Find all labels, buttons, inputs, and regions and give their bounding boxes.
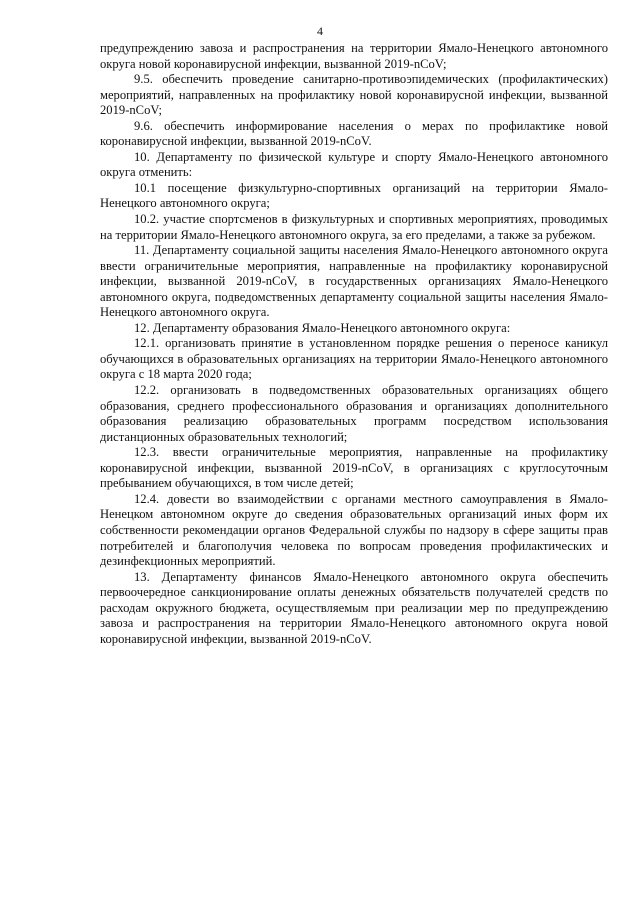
- paragraph-13: 13. Департаменту финансов Ямало-Ненецкого автономного округа обеспечить первоочередное санкционирование оплаты денежных обязательств получателей средств по расходам окружного бюджета, осуществляемым при реализации мер по предупреждению завоза и распространения на территории Ямало-Ненецкого автономного округа новой коронавирусной инфекции, вызванной 2019-nCoV.: [100, 569, 608, 646]
- paragraph-12-4: 12.4. довести во взаимодействии с органами местного самоуправления в Ямало-Ненецком автономном округе до сведения образовательных организаций иных форм их собственности рекомендации органов Федеральной службы по надзору в сфере защиты прав потребителей и благополучия человека по вопросам проведения профилактических и дезинфекционных мероприятий.: [100, 491, 608, 569]
- page-number: 4: [317, 24, 323, 38]
- paragraph-9-6: 9.6. обеспечить информирование населения о мерах по профилактике новой коронавирусной инфекции, вызванной 2019-nCoV.: [100, 118, 608, 149]
- paragraph-12-1: 12.1. организовать принятие в установленном порядке решения о переносе каникул обучающихся в образовательных организациях на территории Ямало-Ненецкого автономного округа с 18 марта 2020 года;: [100, 336, 608, 382]
- paragraph-10-2: 10.2. участие спортсменов в физкультурных и спортивных мероприятиях, проводимых на территории Ямало-Ненецкого автономного округа, за его пределами, а также за рубежом.: [100, 212, 608, 242]
- paragraph-12: 12. Департаменту образования Ямало-Ненецкого автономного округа:: [134, 320, 511, 335]
- paragraph-12-2: 12.2. организовать в подведомственных образовательных организациях общего образования, среднего профессионального образования и организациях дополнительного образования реализацию образовательных программ посредством использования дистанционных образовательных технологий;: [100, 383, 608, 444]
- paragraph-11: 11. Департаменту социальной защиты населения Ямало-Ненецкого автономного округа ввести ограничительные мероприятия, направленные на профилактику коронавирусной инфекции, вызванной 2019-nCoV, в государственных организациях Ямало-Ненецкого автономного округа, подведомственных департаменту социальной защиты населения Ямало-Ненецкого автономного округа.: [100, 243, 608, 320]
- paragraph-10: 10. Департаменту по физической культуре и спорту Ямало-Ненецкого автономного округа отменить:: [100, 149, 608, 180]
- paragraph-9-4-continuation: предупреждению завоза и распространения на территории Ямало-Ненецкого автономного округа новой коронавирусной инфекции, вызванной 2019-nCoV;: [100, 41, 608, 71]
- paragraph-9-5: 9.5. обеспечить проведение санитарно-противоэпидемических (профилактических) мероприятий, направленных на профилактику новой коронавирусной инфекции, вызванной 2019-nCoV;: [100, 72, 608, 118]
- paragraph-10-1: 10.1 посещение физкультурно-спортивных организаций на территории Ямало-Ненецкого автономного округа;: [100, 180, 608, 211]
- document-body: [100, 41, 608, 647]
- paragraph-12-3: 12.3. ввести ограничительные мероприятия, направленные на профилактику коронавирусной инфекции, вызванной 2019-nCoV, в организациях с круглосуточным пребыванием обучающихся, в том числе детей;: [100, 445, 608, 491]
